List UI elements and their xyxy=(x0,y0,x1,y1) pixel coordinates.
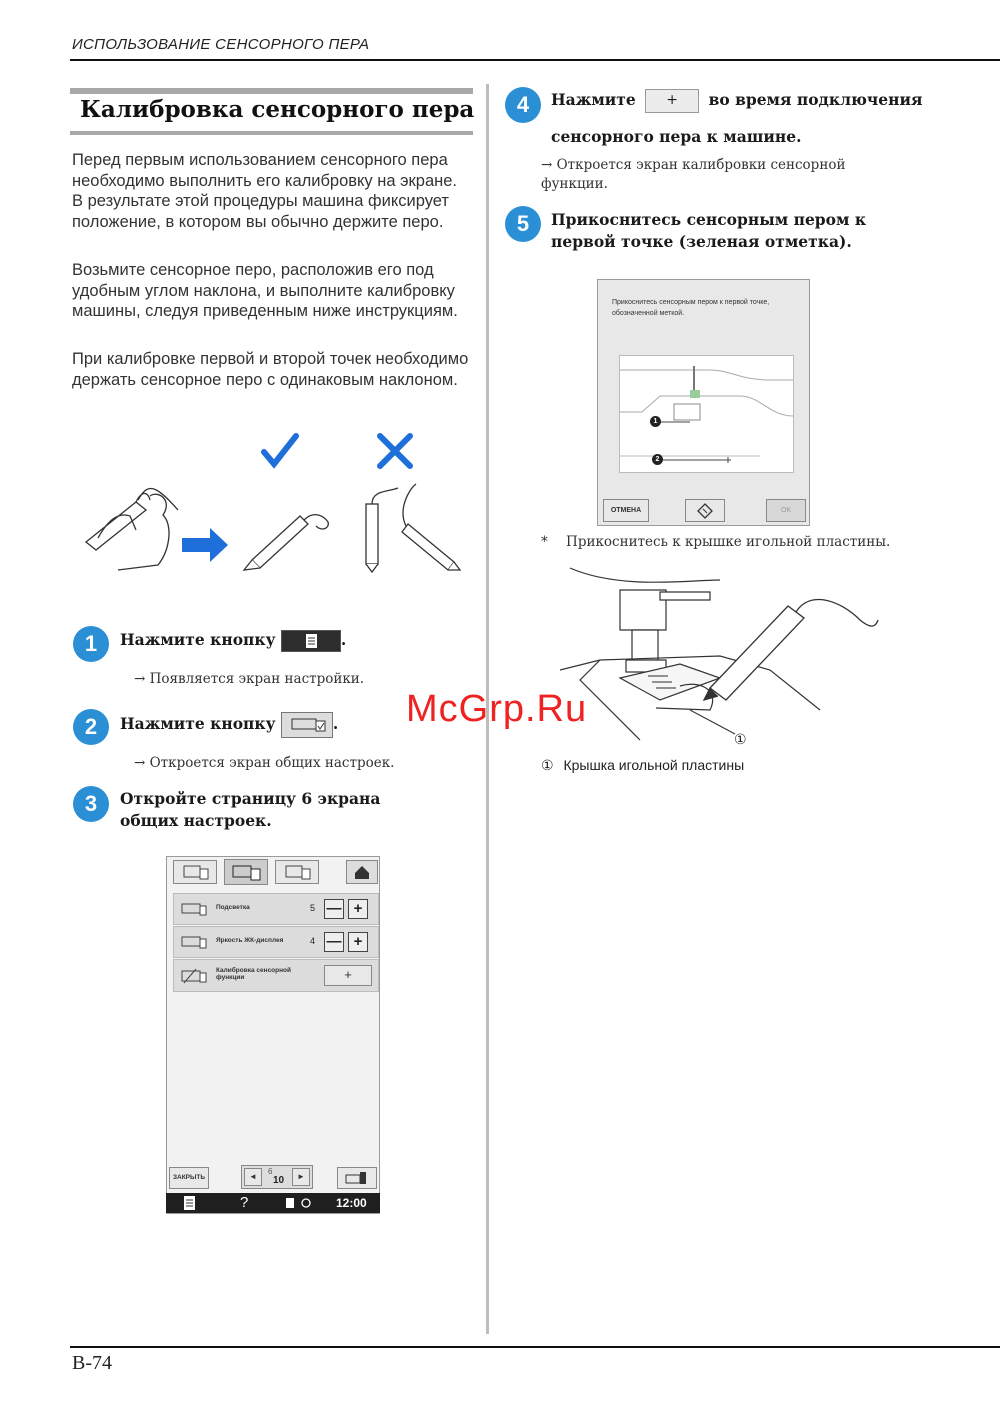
pen-wrong-angled xyxy=(402,484,460,570)
calibration-point-2[interactable]: 2 xyxy=(652,454,663,465)
page-number: B-74 xyxy=(72,1352,112,1374)
machine-settings-icon xyxy=(282,713,332,737)
ok-button[interactable]: OK xyxy=(766,499,806,522)
step-4-text-line2: сенсорного пера к машине. xyxy=(551,127,802,146)
clock: 12:00 xyxy=(336,1196,367,1210)
general-settings-button[interactable] xyxy=(281,712,333,738)
step-2-tail: . xyxy=(332,714,339,733)
result-arrow-icon: → xyxy=(134,755,146,771)
step-2-text xyxy=(120,712,338,738)
caption-number: ① xyxy=(541,757,554,773)
brightness-label: Яркость ЖК-дисплея xyxy=(216,937,284,944)
step-1-instruction: Нажмите кнопку xyxy=(120,630,276,649)
tab-settings-2-active[interactable] xyxy=(224,859,268,885)
hold-pen-paragraph: Возьмите сенсорное перо, расположив его под удобным углом наклона, и выполните калибровку машины, следуя приведенным ниже инструкциям. xyxy=(72,261,458,320)
step-1-result xyxy=(134,670,364,689)
backlight-icon xyxy=(180,899,210,919)
next-page-button[interactable]: ► xyxy=(292,1168,310,1186)
reset-icon xyxy=(686,500,724,521)
step-2-badge: 2 xyxy=(73,709,109,745)
same-angle-paragraph: При калибровке первой и второй точек необходимо держать сенсорное перо с одинаковым наклоном. xyxy=(72,350,469,389)
close-button[interactable]: ЗАКРЫТЬ xyxy=(169,1167,209,1189)
calibration-start-button[interactable]: + xyxy=(645,89,699,113)
cross-icon xyxy=(380,436,410,466)
section-bar-top xyxy=(70,88,473,94)
step-5-badge: 5 xyxy=(505,206,541,242)
running-header: ИСПОЛЬЗОВАНИЕ СЕНСОРНОГО ПЕРА xyxy=(72,36,370,53)
page-navigator xyxy=(241,1165,313,1189)
pen-correct xyxy=(244,515,328,570)
footer-rule xyxy=(70,1346,1000,1348)
intro-paragraph: Перед первым использованием сенсорного пера необходимо выполнить его калибровку на экране. В результате этой процедуры машина фиксирует положение, в котором вы обычно держите перо. xyxy=(72,151,458,231)
step-4-badge: 4 xyxy=(505,87,541,123)
figure-caption xyxy=(541,757,744,774)
hand-with-pen xyxy=(86,489,178,570)
checkmark-icon xyxy=(264,436,296,464)
backlight-minus-button[interactable]: — xyxy=(324,899,344,919)
result-arrow-icon: → xyxy=(541,157,553,173)
brightness-value: 4 xyxy=(310,936,316,946)
tab-settings-3[interactable] xyxy=(275,860,319,884)
backlight-value: 5 xyxy=(310,903,316,913)
callout-1: ① xyxy=(734,732,747,748)
calibration-row xyxy=(173,959,379,992)
pen-wrong-vertical xyxy=(366,488,398,572)
page-icon xyxy=(180,1193,200,1213)
step-2-result xyxy=(134,754,394,773)
step-4-result-text: Откроется экран калибровки сенсорной функции. xyxy=(541,157,846,192)
step-1-tail: . xyxy=(340,630,347,649)
step-1-result-text: Появляется экран настройки. xyxy=(149,671,365,687)
right-arrow-icon xyxy=(182,528,228,562)
header-rule xyxy=(70,59,1000,61)
backlight-plus-button[interactable]: + xyxy=(348,899,368,919)
tab-settings-1[interactable] xyxy=(173,860,217,884)
note-mark: * xyxy=(541,534,548,550)
calibration-screen xyxy=(597,279,810,526)
caption-text: Крышка игольной пластины xyxy=(563,757,745,773)
step-2-result-text: Откроется экран общих настроек. xyxy=(149,755,395,771)
help-button[interactable]: ? xyxy=(240,1194,249,1211)
brightness-plus-button[interactable]: + xyxy=(348,932,368,952)
step-2-instruction: Нажмите кнопку xyxy=(120,714,276,733)
status-bar xyxy=(166,1193,380,1213)
page-total: 10 xyxy=(273,1175,285,1186)
note xyxy=(541,533,890,552)
mode-switch-icon xyxy=(282,1193,316,1213)
calibration-instruction: Прикоснитесь сенсорным пером к первой точке, обозначенной меткой. xyxy=(612,299,770,317)
step-4-text-line1 xyxy=(551,89,922,113)
cancel-button[interactable]: ОТМЕНА xyxy=(603,499,649,522)
step-3-badge: 3 xyxy=(73,786,109,822)
section-bar-bottom xyxy=(70,131,473,135)
brightness-minus-button[interactable]: — xyxy=(324,932,344,952)
calibration-plus-button[interactable]: + xyxy=(324,965,372,986)
step-1-badge: 1 xyxy=(73,626,109,662)
step-5-text: Прикоснитесь сенсорным пером к первой точке (зеленая отметка). xyxy=(551,210,867,251)
touch-pen xyxy=(704,600,878,700)
lcd-brightness-row xyxy=(173,926,379,958)
settings-page-button[interactable] xyxy=(281,630,341,652)
machine-diagram xyxy=(620,356,793,472)
reset-button[interactable] xyxy=(685,499,725,522)
backlight-row xyxy=(173,893,379,925)
calibration-label: Калибровка сенсорной функции xyxy=(216,967,292,981)
needle-plate-illustration xyxy=(560,560,880,750)
step-4-instruction-b: во время подключения xyxy=(708,90,923,109)
step-3-text: Откройте страницу 6 экрана общих настроек. xyxy=(120,789,381,830)
home-button[interactable] xyxy=(346,860,378,884)
machine-info-icon xyxy=(338,1168,376,1188)
page-current: 6 xyxy=(268,1167,273,1176)
step-4-result xyxy=(541,156,871,194)
calibration-point-1[interactable]: 1 xyxy=(650,416,661,427)
calibration-target-area xyxy=(619,355,794,473)
brightness-icon xyxy=(180,932,210,952)
settings-screen xyxy=(166,856,380,1214)
pen-angle-illustration xyxy=(78,430,478,580)
machine-info-button[interactable] xyxy=(337,1167,377,1189)
step-1-text xyxy=(120,629,346,652)
calibration-icon xyxy=(180,965,210,987)
result-arrow-icon: → xyxy=(134,671,146,687)
backlight-label: Подсветка xyxy=(216,904,250,911)
section-title: Калибровка сенсорного пера xyxy=(80,96,475,123)
prev-page-button[interactable]: ◄ xyxy=(244,1168,262,1186)
step-4-instruction-a: Нажмите xyxy=(551,90,636,109)
note-text: Прикоснитесь к крышке игольной пластины. xyxy=(566,534,891,550)
home-icon xyxy=(347,861,377,883)
watermark: McGrp.Ru xyxy=(406,688,588,730)
